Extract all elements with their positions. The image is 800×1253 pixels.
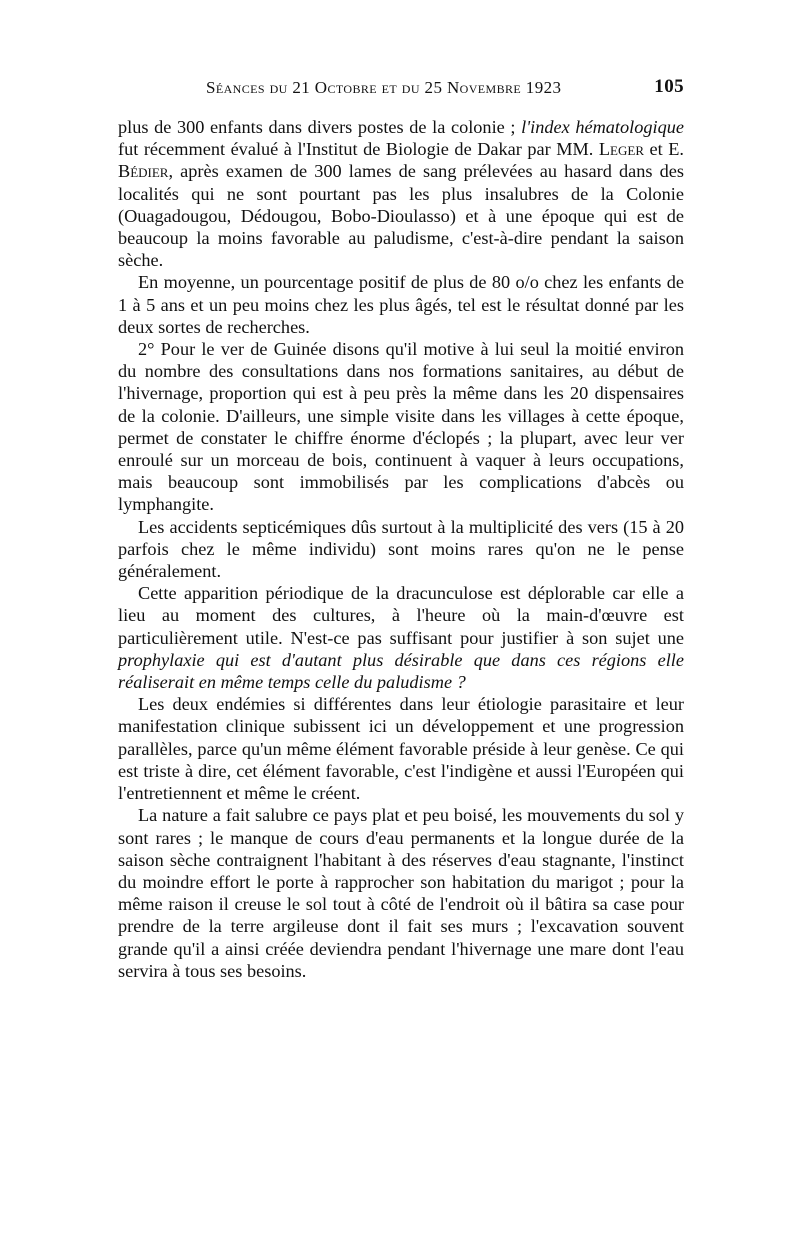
- book-page: [118, 72, 684, 982]
- paragraph: [118, 271, 684, 338]
- text-segment: Cette apparition périodique de la dracunculose est déplorable car elle a lieu au moment des cultures, à l'heure où la main-d'œuvre est particulièrement utile. N'est-ce pas suffisant pour justifier à son sujet une: [118, 583, 684, 648]
- text-segment: et E.: [644, 139, 684, 160]
- paragraph-continued: [118, 116, 684, 271]
- text-segment: Les deux endémies si différentes dans leur étiologie parasitaire et leur manifestation clinique subissent ici un développement et une progression parallèles, parce qu'un même élément favorable préside à leur genèse. Ce qui est triste à dire, cet élément favorable, c'est l'indigène et aussi l'Européen qui l'entretiennent et même le créent.: [118, 694, 684, 804]
- text-segment-italic: l'index hématologique: [521, 117, 684, 137]
- text-segment-italic: prophylaxie qui est d'autant plus désirable que dans ces régions elle réaliserait en même temps celle du paludisme ?: [118, 649, 684, 693]
- paragraph: [118, 582, 684, 693]
- paragraph: [118, 693, 684, 804]
- page-number: 105: [654, 76, 684, 97]
- paragraph: [118, 804, 684, 982]
- paragraph: [118, 516, 684, 583]
- text-segment: 2° Pour le ver de Guinée disons qu'il motive à lui seul la moitié environ du nombre des consultations dans nos formations sanitaires, au début de l'hivernage, proportion qui est à peu près la même dans les 20 dispensaires de la colonie. D'ailleurs, une simple visite dans les villages à cette époque, permet de constater le chiffre énorme d'éclopés ; la plupart, avec leur ver enroulé sur un morceau de bois, continuent à vaquer à leurs occupations, mais beaucoup sont immobilisés par les complications d'abcès ou lymphangite.: [118, 339, 684, 515]
- running-head-title: Séances du 21 Octobre et du 25 Novembre 1923: [206, 78, 562, 97]
- text-segment: fut récemment évalué à l'Institut de Biologie de Dakar par MM.: [118, 139, 599, 160]
- text-segment: Les accidents septicémiques dûs surtout à la multiplicité des vers (15 à 20 parfois chez le même individu) sont moins rares qu'on ne le pense généralement.: [118, 516, 684, 582]
- body-text: [118, 116, 684, 982]
- author-name: Leger: [598, 139, 644, 160]
- text-segment: , après examen de 300 lames de sang prélevées au hasard dans des localités qui ne sont pourtant pas les plus insalubres de la Colonie (Ouagadougou, Dédougou, Bobo-Dioulasso) et à une époque qui est de beaucoup la moins favorable au paludisme, c'est-à-dire pendant la saison sèche.: [118, 161, 684, 271]
- paragraph: [118, 338, 684, 516]
- text-segment: La nature a fait salubre ce pays plat et peu boisé, les mouvements du sol y sont rares ; le manque de cours d'eau permanents et la longue durée de la saison sèche contraignent l'habitant à des réserves d'eau stagnante, l'instinct du moindre effort le porte à rapprocher son habitation du marigot ; pour la même raison il creuse le sol tout à côté de l'endroit où il bâtira sa case pour prendre de la terre argileuse dont il fait ses murs ; l'excavation souvent grande qu'il a ainsi créée deviendra pendant l'hivernage une mare dont l'eau servira à tous ses besoins.: [118, 805, 684, 981]
- running-head: [118, 72, 684, 106]
- text-segment: En moyenne, un pourcentage positif de plus de 80 o/o chez les enfants de 1 à 5 ans et un peu moins chez les plus âgés, tel est le résultat donné par les deux sortes de recherches.: [118, 272, 684, 337]
- author-name: Bédier: [118, 161, 169, 182]
- text-segment: plus de 300 enfants dans divers postes de la colonie ;: [118, 117, 522, 137]
